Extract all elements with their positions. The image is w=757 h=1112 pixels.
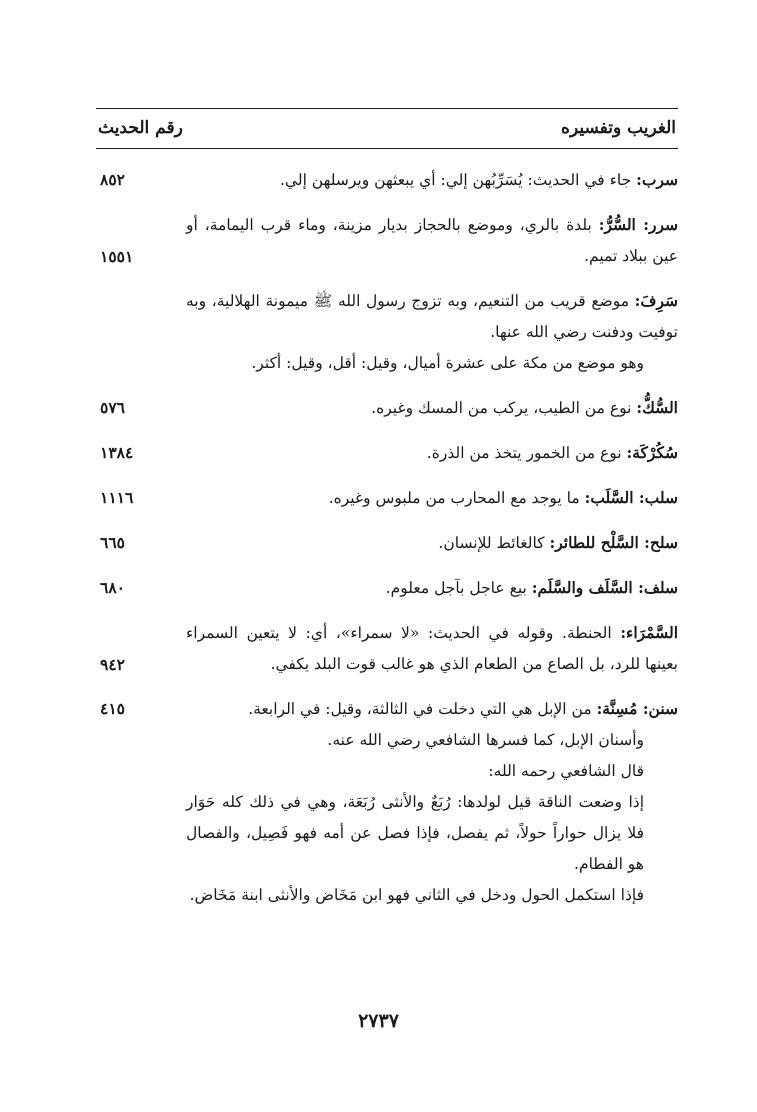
entry-line	[186, 693, 678, 725]
page-header	[96, 108, 678, 148]
header-title: الغريب وتفسيره	[561, 118, 676, 138]
entry-text: بلدة بالري، وموضع بالحجاز بديار مزينة، وماء قرب اليمامة، أو عين ببلاد تميم.	[186, 216, 678, 265]
hadith-number: ٦٦٥	[100, 533, 125, 552]
entry-line	[186, 437, 678, 469]
entry-headword: سنن: مُسِنَّة:	[596, 699, 678, 718]
entry-line	[186, 392, 678, 424]
glossary-entry	[96, 482, 678, 514]
hadith-number: ٩٤٢	[100, 655, 125, 674]
entry-sub-line: وهو موضع من مكة على عشرة أميال، وقيل: أقل، وقيل: أكثر.	[251, 354, 644, 372]
entry-text: نوع من الطيب، يركب من المسك وغيره.	[371, 399, 632, 417]
entry-sub-line: فإذا استكمل الحول ودخل في الثاني فهو ابن مَخَاض والأنثى ابنة مَخَاض.	[189, 886, 644, 904]
entry-text: كالغائط للإنسان.	[438, 534, 545, 552]
entry-headword: سلف: السَّلَف والسَّلَم:	[531, 578, 678, 597]
entry-headword: السُّكُّ:	[636, 398, 678, 417]
entry-line	[186, 617, 678, 680]
entry-body	[186, 437, 678, 469]
entry-sub-line: إذا وضعت الناقة قيل لولدها: رُبَعٌ والأنثى رُبَعَة، وهي في ذلك كله حَوَار فلا يزال حواراً حولاً، ثم يفصل، فإذا فصل عن أمه فهو فَصِيل، والفصال هو الفطام.	[186, 793, 644, 873]
hadith-number: ٥٧٦	[100, 398, 125, 417]
entry-line	[186, 572, 678, 604]
entry-headword: سرر: السُّرُّ:	[598, 215, 678, 234]
entry-text: موضع قريب من التنعيم، وبه تزوج رسول الله ﷺ ميمونة الهلالية، وبه توفيت ودفنت رضي الله عنها.	[186, 292, 678, 341]
entry-headword: سلح: السَّلْح للطائر:	[549, 533, 678, 552]
entry-text: بيع عاجل بآجل معلوم.	[385, 579, 527, 597]
entry-headword: سرب:	[636, 170, 678, 189]
glossary-entry	[96, 527, 678, 559]
entry-body	[186, 693, 678, 911]
glossary-entry	[96, 572, 678, 604]
entry-headword: سلب: السَّلَب:	[584, 488, 678, 507]
entry-body	[186, 617, 678, 680]
header-bottom-rule	[96, 148, 678, 149]
entry-line	[186, 285, 678, 348]
entry-line	[186, 527, 678, 559]
header-column-label: رقم الحديث	[98, 118, 183, 138]
hadith-number: ١٣٨٤	[100, 443, 134, 462]
entry-sub-line: قال الشافعي رحمه الله:	[488, 762, 644, 780]
entry-body	[186, 164, 678, 196]
entry-body	[186, 572, 678, 604]
glossary-entry	[96, 437, 678, 469]
entry-sub-line: وأسنان الإبل، كما فسرها الشافعي رضي الله عنه.	[327, 731, 644, 749]
entry-text: جاء في الحديث: يُسَرِّبُهن إلي: أي يبعثهن ويرسلهن إلي.	[280, 171, 632, 189]
entry-line	[186, 482, 678, 514]
entry-headword: سُكُرْكَة:	[626, 443, 678, 462]
glossary-entry	[96, 285, 678, 379]
entry-text: الحنطة. وقوله في الحديث: «لا سمراء»، أي: لا يتعين السمراء بعينها للرد، بل الصاع من الطعام الذي هو غالب قوت البلد يكفي.	[186, 624, 678, 673]
hadith-number: ١١١٦	[100, 488, 134, 507]
header-top-rule	[96, 108, 678, 109]
entry-headword: السَّمْرَاء:	[620, 623, 678, 642]
entry-text: ما يوجد مع المحارب من ملبوس وغيره.	[328, 489, 580, 507]
glossary-entry	[96, 617, 678, 680]
entry-body	[186, 209, 678, 272]
entry-body	[186, 392, 678, 424]
entry-line	[186, 209, 678, 272]
glossary-entry	[96, 693, 678, 911]
hadith-number: ١٥٥١	[100, 247, 134, 266]
glossary-entries	[96, 164, 678, 924]
entry-body	[186, 285, 678, 379]
entry-line	[186, 164, 678, 196]
hadith-number: ٦٨٠	[100, 578, 125, 597]
glossary-entry	[96, 164, 678, 196]
entry-text: نوع من الخمور يتخذ من الذرة.	[426, 444, 622, 462]
glossary-entry	[96, 392, 678, 424]
glossary-entry	[96, 209, 678, 272]
page-number: ٢٧٣٧	[358, 1010, 399, 1032]
entry-headword: سَرِفَ:	[634, 291, 678, 310]
entry-body	[186, 482, 678, 514]
entry-body	[186, 527, 678, 559]
hadith-number: ٤١٥	[100, 699, 125, 718]
entry-text: من الإبل هي التي دخلت في الثالثة، وقيل: في الرابعة.	[248, 700, 592, 718]
hadith-number: ٨٥٢	[100, 170, 125, 189]
